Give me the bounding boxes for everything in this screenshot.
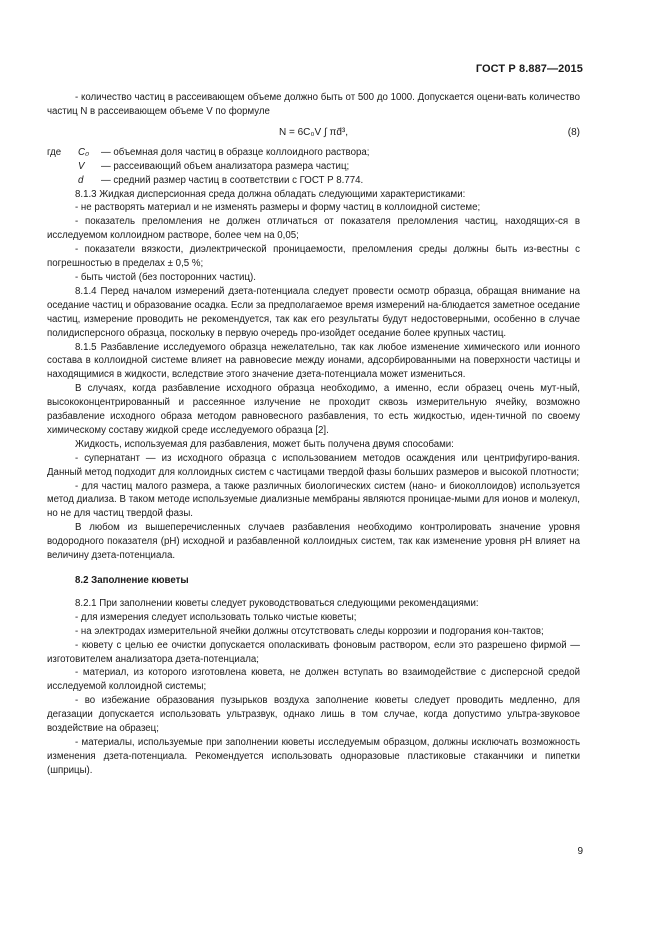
paragraph: - для частиц малого размера, а также различных биологических систем (нано- и биоколлоидов) используется метод диализа. В таком методе используемые диализные мембраны являются проницае-мыми для ионов и молекул, но не для частиц твердой фазы. xyxy=(47,480,580,520)
definition-row xyxy=(47,160,580,174)
paragraph: Жидкость, используемая для разбавления, может быть получена двумя способами: xyxy=(75,438,454,450)
document-code: ГОСТ Р 8.887—2015 xyxy=(475,63,583,75)
paragraph: - кювету с целью ее очистки допускается ополаскивать фоновым раствором, если это разрешено фирмой — изготовителем анализатора дзета-потенциала; xyxy=(47,639,580,665)
paragraph: - количество частиц в рассеивающем объеме должно быть от 500 до 1000. Допускается оцени-вать количество частиц N в рассеивающем объеме V по формуле xyxy=(47,92,580,117)
equation-number: (8) xyxy=(567,126,580,138)
paragraph: 8.2.1 При заполнении кюветы следует руководствоваться следующими рекомендациями: xyxy=(75,597,479,609)
section-heading: 8.2 Заполнение кюветы xyxy=(75,575,189,586)
paragraph: - для измерения следует использовать только чистые кюветы; xyxy=(75,611,357,623)
definition-text: — средний размер частиц в соответствии с ГОСТ Р 8.774. xyxy=(101,174,364,186)
paragraph: - показатели вязкости, диэлектрической проницаемости, преломления среды должны быть из-вестны с погрешностью в пределах ± 0,5 %; xyxy=(47,244,580,270)
definition-symbol: C₀ xyxy=(78,146,90,158)
body-text xyxy=(47,91,580,778)
definition-row xyxy=(47,174,580,188)
formula-block xyxy=(47,122,580,144)
paragraph: - супернатант — из исходного образца с использованием методов осаждения или центрифугиро-вания. Данный метод подходит для коллоидных систем с частицами твердой фазы больших размеров и высокой плотности; xyxy=(47,452,580,478)
paragraph: - материалы, используемые при заполнении кюветы исследуемым образцом, должны исключать возможность изменения дзета-потенциала. Рекомендуется использовать одноразовые пластиковые стаканчики и пипетки (шприцы). xyxy=(47,736,580,776)
definition-lead: где xyxy=(47,146,62,158)
definition-row xyxy=(47,146,580,160)
paragraph: - во избежание образования пузырьков воздуха заполнение кюветы следует проводить медленно, для дегазации допускается использовать ультразвук, однако лишь в том случае, когда допустимо ультра-звуковое воздействие на образец; xyxy=(47,695,580,735)
paragraph: 8.1.5 Разбавление исследуемого образца нежелательно, так как любое изменение химического или ионного состава в коллоидной системе влияет на равновесие между ионами, адсорбированными на поверхности частицы и находящимися в жидкости, вследствие этого значение дзета-потенциала может измениться. xyxy=(47,341,580,381)
paragraph: 8.1.4 Перед началом измерений дзета-потенциала следует провести осмотр образца, обращая внимание на оседание частиц и образование осадка. Если за предполагаемое время измерений на-блюдается заметное оседание частиц, измерение проводить не рекомендуется, так как его результаты будут недостоверными, особенно в случае полидисперсного образца, поскольку в первую очередь про-изойдет оседание более крупных частиц. xyxy=(47,285,580,339)
paragraph: - быть чистой (без посторонних частиц). xyxy=(75,271,256,283)
formula: N = 6C₀V ∫ πd̄³, xyxy=(278,126,349,138)
page-number: 9 xyxy=(577,846,583,857)
paragraph: - показатель преломления не должен отличаться от показателя преломления частиц, находящих-ся в исследуемом коллоидном растворе, более чем на 0,05; xyxy=(47,216,580,242)
paragraph: - не растворять материал и не изменять размеры и форму частиц в коллоидной системе; xyxy=(75,202,481,214)
definition-text: — рассеивающий объем анализатора размера частиц; xyxy=(101,160,350,172)
definition-symbol: d xyxy=(78,174,84,186)
paragraph: В любом из вышеперечисленных случаев разбавления необходимо контролировать значение уровня водородного показателя (pH) исходной и разбавленной коллоидных систем, так как изменение уровня pH влияет на величину дзета-потенциала. xyxy=(47,522,580,562)
definition-symbol: V xyxy=(78,160,85,172)
definition-text: — объемная доля частиц в образце коллоидного раствора; xyxy=(101,146,370,158)
paragraph: - материал, из которого изготовлена кювета, не должен вступать во взаимодействие с дисперсной средой исследуемой коллоидной системы; xyxy=(47,667,580,693)
paragraph: - на электродах измерительной ячейки должны отсутствовать следы коррозии и подгорания кон-тактов; xyxy=(75,625,544,637)
paragraph: В случаях, когда разбавление исходного образца необходимо, а именно, если образец очень мут-ный, высококонцентрированный и рассеянное излучение не проходит сквозь измерительную ячейку, возможно разбавление исходного образа методом равновесного разбавления, то есть жидкостью, иден-тичной по своему химическому составу жидкой среде исследуемого образца [2]. xyxy=(47,383,580,436)
paragraph: 8.1.3 Жидкая дисперсионная среда должна обладать следующими характеристиками: xyxy=(75,188,466,200)
